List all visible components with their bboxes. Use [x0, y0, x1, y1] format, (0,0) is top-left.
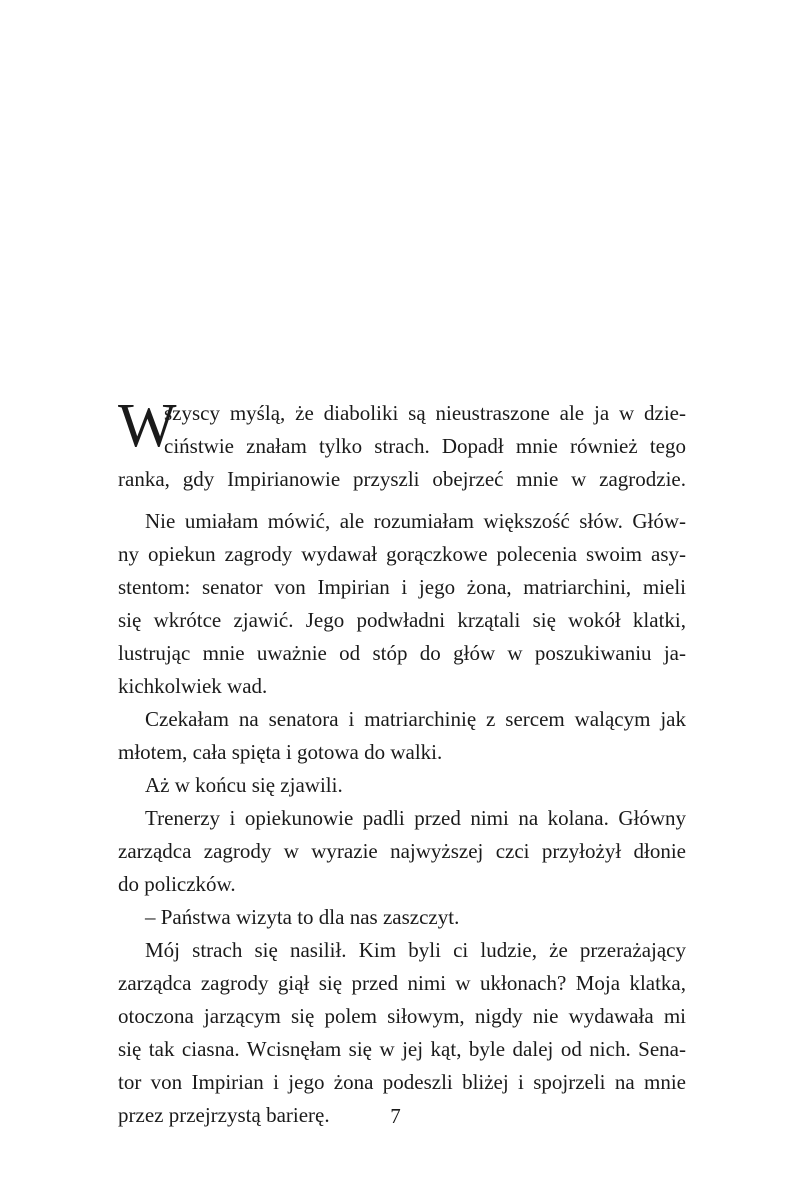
- drop-cap: W: [118, 392, 177, 460]
- text-line: do policzków.: [118, 872, 236, 896]
- text-line: lustrując mnie uważnie od stóp do głów w poszukiwaniu ja-: [118, 641, 686, 665]
- text-line: kichkolwiek wad.: [118, 674, 268, 698]
- page-number: 7: [390, 1104, 401, 1128]
- text-line: ny opiekun zagrody wydawał gorączkowe polecenia swoim asy-: [118, 542, 686, 566]
- text-line: zarządca zagrody giął się przed nimi w ukłonach? Moja klatka,: [118, 971, 686, 995]
- text-line: tor von Impirian i jego żona podeszli bliżej i spojrzeli na mnie: [118, 1070, 686, 1094]
- text-line: ranka, gdy Impirianowie przyszli obejrzeć mnie w zagrodzie.: [118, 467, 686, 491]
- paragraph: [118, 802, 686, 901]
- text-line: młotem, cała spięta i gotowa do walki.: [118, 740, 443, 764]
- paragraph: [118, 505, 686, 703]
- paragraph: [118, 703, 686, 769]
- text-line: Czekałam na senatora i matriarchinię z sercem walącym jak: [145, 707, 686, 731]
- text-line: otoczona jarzącym się polem siłowym, nigdy nie wydawała mi: [118, 1004, 686, 1028]
- paragraph: [118, 901, 686, 934]
- text-line: przez przejrzystą barierę.: [118, 1103, 330, 1127]
- text-line: – Państwa wizyta to dla nas zaszczyt.: [145, 905, 460, 929]
- text-line: Nie umiałam mówić, ale rozumiałam większość słów. Głów-: [145, 509, 686, 533]
- text-line: się tak ciasna. Wcisnęłam się w jej kąt, byle dalej od nich. Sena-: [118, 1037, 686, 1061]
- text-line: Mój strach się nasilił. Kim byli ci ludzie, że przerażający: [145, 938, 686, 962]
- page-text: [118, 392, 686, 1132]
- body-paragraphs: [118, 505, 686, 1132]
- text-line: szyscy myślą, że diaboliki są nieustraszone ale ja w dzie-: [164, 401, 686, 425]
- opening-paragraph: [118, 392, 686, 505]
- text-line: zarządca zagrody w wyrazie najwyższej czci przyłożył dłonie: [118, 839, 686, 863]
- text-line: Trenerzy i opiekunowie padli przed nimi na kolana. Główny: [145, 806, 686, 830]
- text-line: się wkrótce zjawić. Jego podwładni krzątali się wokół klatki,: [118, 608, 686, 632]
- paragraph: [118, 769, 686, 802]
- text-line: ciństwie znałam tylko strach. Dopadł mnie również tego: [164, 434, 686, 458]
- text-line: Aż w końcu się zjawili.: [145, 773, 343, 797]
- text-line: stentom: senator von Impirian i jego żona, matriarchini, mieli: [118, 575, 686, 599]
